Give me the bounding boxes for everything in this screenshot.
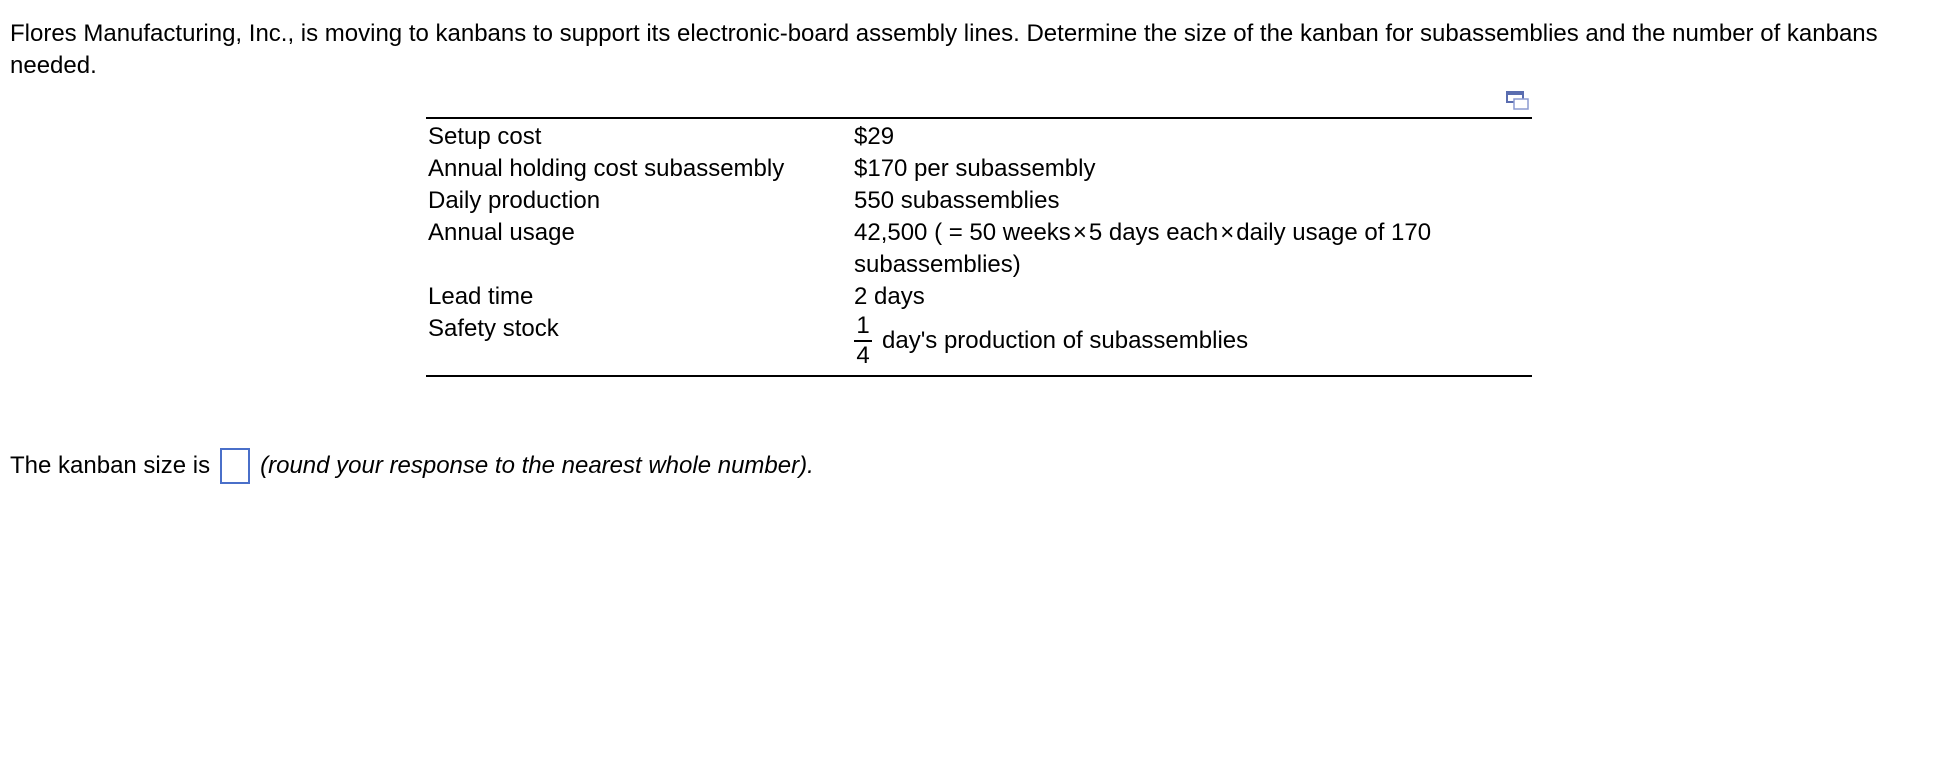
question-prompt: Flores Manufacturing, Inc., is moving to kanbans to support its electronic-board assembly lines. Determine the size of the kanban for subassemblies and the number of kanbans needed. [10,20,1878,79]
annual-usage-part-1: 42,500 ( = 50 weeks [854,219,1071,246]
table-row [426,313,1532,375]
row-label-lead-time: Lead time [428,283,534,310]
row-value-daily-production: 550 subassemblies [854,187,1060,214]
kanban-size-input[interactable] [220,448,250,484]
table-row [426,185,1532,217]
row-value-setup-cost: $29 [854,123,895,150]
fraction-denominator: 4 [856,342,870,369]
safety-stock-text: day's production of subassemblies [882,327,1249,354]
row-value-holding-cost: $170 per subassembly [854,155,1096,182]
row-label-holding-cost: Annual holding cost subassembly [428,155,785,182]
data-table [426,117,1532,377]
row-value-annual-usage [854,217,1532,281]
table-row [426,119,1532,153]
copy-table-icon-graphic [1506,91,1530,111]
row-label-annual-usage: Annual usage [428,219,575,246]
row-label-daily-production: Daily production [428,187,601,214]
answer-hint: (round your response to the nearest whole number). [260,452,814,479]
answer-lead-text: The kanban size is [10,452,211,479]
table-row [426,281,1532,313]
annual-usage-part-3: daily usage of 170 subassemblies) [854,219,1432,278]
safety-stock-value [854,313,1532,375]
answer-line [10,448,814,484]
data-table-grid [426,119,1532,375]
times-symbol: × [1072,219,1087,246]
table-row [426,217,1532,281]
annual-usage-part-2: 5 days each [1088,219,1219,246]
fraction-numerator: 1 [856,312,870,339]
copy-table-icon[interactable] [1506,90,1530,110]
row-label-safety-stock: Safety stock [428,315,559,342]
row-value-safety-stock [854,313,1532,375]
fraction-one-quarter [854,313,872,369]
times-symbol: × [1220,219,1235,246]
row-value-lead-time: 2 days [854,283,925,310]
table-row [426,153,1532,185]
row-label-setup-cost: Setup cost [428,123,542,150]
